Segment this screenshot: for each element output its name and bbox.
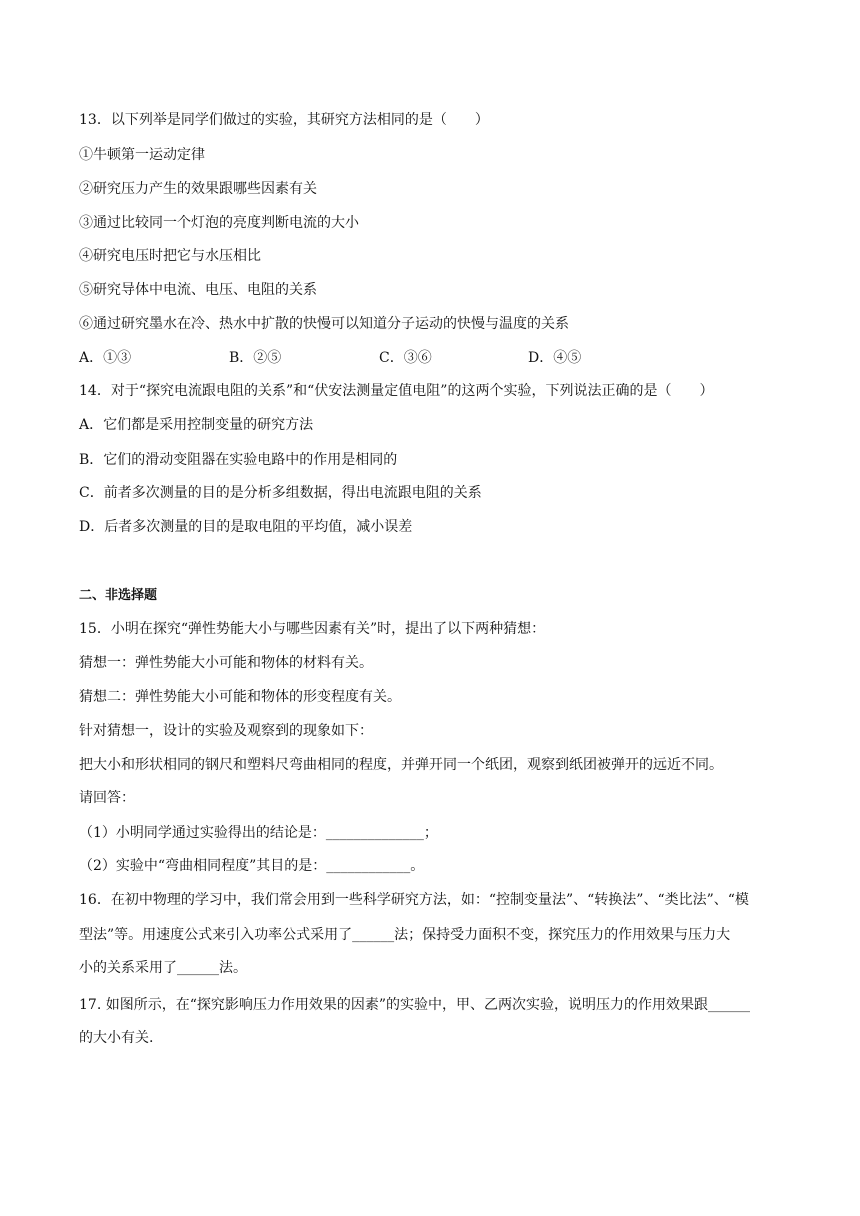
q15-hypothesis-1: 猜想一：弹性势能大小可能和物体的材料有关。 bbox=[79, 655, 373, 671]
q13-item-6: ⑥通过研究墨水在冷、热水中扩散的快慢可以知道分子运动的快慢与温度的关系 bbox=[79, 316, 569, 332]
q15-stem: 15．小明在探究“弹性势能大小与哪些因素有关”时，提出了以下两种猜想： bbox=[79, 621, 546, 637]
q14-option-b: B．它们的滑动变阻器在实验电路中的作用是相同的 bbox=[79, 452, 398, 468]
q13-item-5: ⑤研究导体中电流、电压、电阻的关系 bbox=[79, 282, 317, 298]
q13-stem: 13．以下列举是同学们做过的实验，其研究方法相同的是（ ） bbox=[79, 112, 489, 128]
q16-line-2: 型法”等。用速度公式来引入功率公式采用了______法；保持受力面积不变，探究压力的作用效果与压力大 bbox=[79, 927, 731, 943]
q17-line-2: 的大小有关. bbox=[79, 1030, 154, 1046]
q13-option-a: A．①③ bbox=[79, 350, 132, 366]
q13-item-1: ①牛顿第一运动定律 bbox=[79, 147, 205, 163]
q14-option-c: C．前者多次测量的目的是分析多组数据，得出电流跟电阻的关系 bbox=[79, 485, 482, 501]
q16-line-1: 16．在初中物理的学习中，我们常会用到一些科学研究方法，如：“控制变量法”、“转换法”、“类比法”、“模 bbox=[79, 892, 749, 908]
q16-line-3: 小的关系采用了______法。 bbox=[79, 960, 247, 976]
q15-sub-2: （2）实验中“弯曲相同程度”其目的是：____________。 bbox=[79, 858, 425, 874]
q13-option-c: C．③⑥ bbox=[379, 350, 432, 366]
q13-option-d: D．④⑤ bbox=[528, 350, 582, 366]
q14-option-a: A．它们都是采用控制变量的研究方法 bbox=[79, 417, 314, 433]
q15-experiment-intro: 针对猜想一，设计的实验及观察到的现象如下： bbox=[79, 723, 373, 739]
q13-item-4: ④研究电压时把它与水压相比 bbox=[79, 248, 261, 264]
q13-item-3: ③通过比较同一个灯泡的亮度判断电流的大小 bbox=[79, 215, 359, 231]
section-title: 二、非选择题 bbox=[79, 588, 158, 603]
q15-please-answer: 请回答： bbox=[79, 790, 135, 806]
q14-option-d: D．后者多次测量的目的是取电阻的平均值，减小误差 bbox=[79, 519, 413, 535]
q17-line-1: 17. 如图所示，在“探究影响压力作用效果的因素”的实验中，甲、乙两次实验，说明压力的作用效果跟______ bbox=[79, 997, 751, 1013]
q15-hypothesis-2: 猜想二：弹性势能大小可能和物体的形变程度有关。 bbox=[79, 689, 401, 705]
q13-item-2: ②研究压力产生的效果跟哪些因素有关 bbox=[79, 181, 317, 197]
q15-sub-1: （1）小明同学通过实验得出的结论是：______________； bbox=[79, 825, 438, 841]
q13-option-b: B．②⑤ bbox=[229, 350, 282, 366]
q15-experiment-desc: 把大小和形状相同的钢尺和塑料尺弯曲相同的程度，并弹开同一个纸团，观察到纸团被弹开的远近不同。 bbox=[79, 757, 723, 773]
q14-stem: 14．对于“探究电流跟电阻的关系”和“伏安法测量定值电阻”的这两个实验，下列说法正确的是（ ） bbox=[79, 383, 714, 399]
